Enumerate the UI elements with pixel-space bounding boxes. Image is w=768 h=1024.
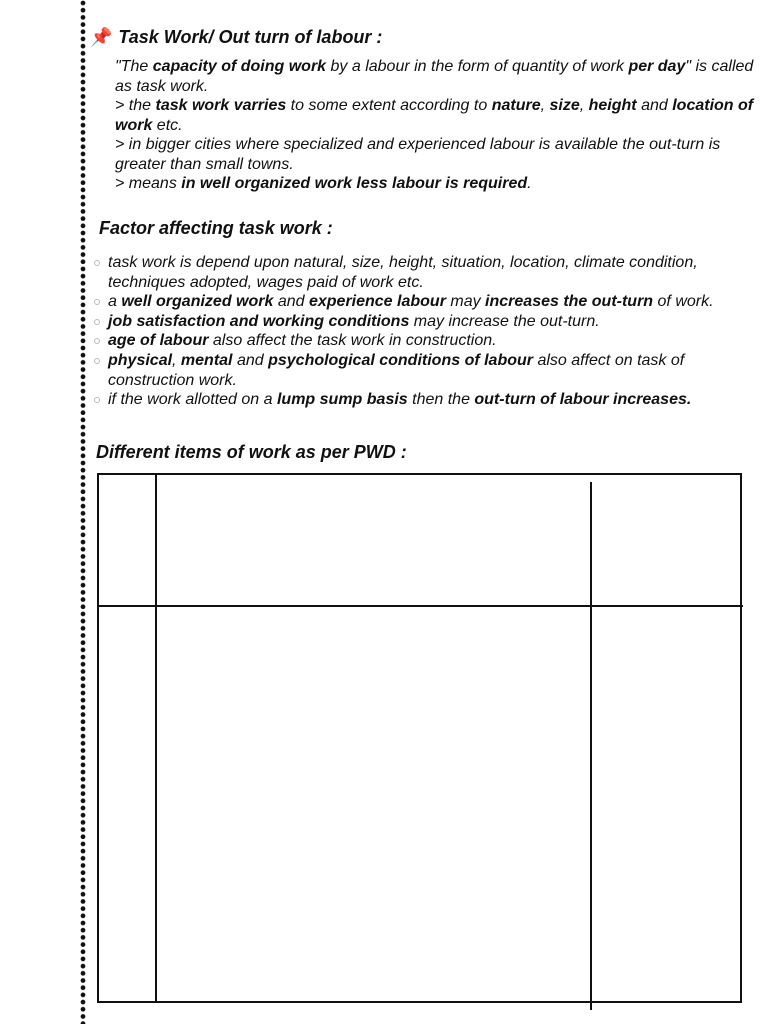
factor-list-item [92, 351, 752, 390]
pwd-items-heading: Different items of work as per PWD : [96, 442, 407, 462]
text-run: if the work allotted on a [108, 391, 277, 409]
text-run: , [579, 97, 589, 114]
table-column-divider [590, 482, 592, 1010]
text-run: may increase the out-turn. [409, 312, 600, 330]
bold-text-run: per day [628, 58, 686, 75]
text-run: , [172, 351, 181, 369]
text-run: task work is depend upon natural, size, height, situation, location, climate condition, techniques adopted, wages paid of work etc. [108, 254, 698, 291]
bold-text-run: well organized work [121, 293, 274, 311]
bold-text-run: size [549, 97, 580, 114]
text-run: then the [407, 391, 475, 409]
factor-list-item [92, 390, 752, 410]
table-column-divider [155, 474, 157, 1003]
bold-text-run: height [588, 97, 637, 114]
text-run: . [527, 175, 532, 192]
bold-text-run: increases the out-turn [485, 293, 654, 311]
bold-text-run: mental [180, 351, 233, 369]
pushpin-icon: 📌 [90, 27, 113, 47]
text-run: > in bigger cities where specialized and experienced labour is available the out-turn is greater than small towns. [115, 136, 721, 173]
bold-text-run: capacity of doing work [152, 58, 327, 75]
bold-text-run: experience labour [308, 293, 446, 311]
text-run: and [273, 293, 309, 311]
text-run: , [540, 97, 550, 114]
text-run: and [636, 97, 673, 114]
text-run: may [445, 293, 486, 311]
task-work-organized-note [115, 174, 755, 194]
task-work-variation [115, 96, 755, 135]
text-run: "The [115, 58, 153, 75]
factor-affecting-heading: Factor affecting task work : [99, 218, 333, 238]
text-run: to some extent according to [286, 97, 492, 114]
text-run: > the [115, 97, 156, 114]
bold-text-run: task work varries [155, 97, 287, 114]
task-work-heading [90, 27, 382, 48]
bold-text-run: job satisfaction and working conditions [108, 312, 410, 330]
text-run: also affect the task work in construction. [208, 332, 497, 350]
text-run: " is called as task work. [115, 58, 754, 95]
bold-text-run: in well organized work less labour is required [181, 175, 528, 192]
text-run: by a labour in the form of quantity of work [326, 58, 629, 75]
bold-text-run: lump sump basis [276, 391, 408, 409]
text-run: > means [115, 175, 182, 192]
factor-list-item [92, 253, 752, 292]
bold-text-run: age of labour [108, 332, 209, 350]
text-run: of work. [653, 293, 714, 311]
text-run: and [232, 351, 269, 369]
table-header-divider [98, 605, 743, 607]
bold-text-run: psychological conditions of labour [268, 351, 533, 369]
task-work-cities-note [115, 135, 755, 174]
text-run: etc. [152, 116, 183, 134]
text-run: also affect on task of construction work. [108, 351, 685, 389]
bold-text-run: nature [491, 97, 541, 114]
dotted-margin-line [80, 0, 86, 1024]
pwd-items-table [97, 473, 742, 1003]
bold-text-run: location of work [115, 97, 754, 134]
task-work-definition [115, 57, 755, 96]
factor-list-item [92, 331, 752, 351]
bold-text-run: physical [108, 351, 173, 369]
text-run: a [108, 293, 122, 311]
factor-list [92, 253, 752, 410]
task-work-heading-text: Task Work/ Out turn of labour : [118, 27, 383, 47]
factor-list-item [92, 312, 752, 332]
factor-list-item [92, 292, 752, 312]
bold-text-run: out-turn of labour increases. [474, 391, 692, 409]
